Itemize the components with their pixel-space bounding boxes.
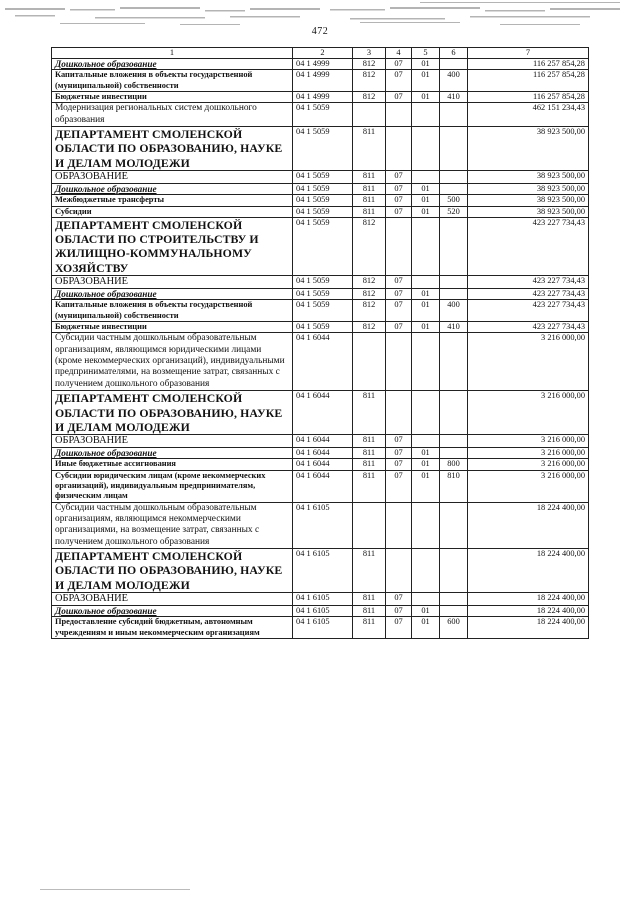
table-row [52,218,589,276]
section-code-cell [386,103,412,127]
department-code-cell [353,103,386,127]
column-header: 6 [440,48,468,59]
expense-type-cell: 520 [440,206,468,217]
target-code-cell: 04 1 6105 [293,592,353,605]
row-name-cell: Капитальные вложения в объекты государственной (муниципальной) собственности [52,300,293,322]
department-code-cell: 812 [353,59,386,70]
department-code-cell: 811 [353,459,386,470]
section-code-cell: 07 [386,275,412,288]
row-name-cell: Модернизация региональных систем дошкольного образования [52,103,293,127]
target-code-cell: 04 1 6044 [293,459,353,470]
section-code-cell: 07 [386,206,412,217]
section-code-cell: 07 [386,70,412,92]
table-row [52,92,589,103]
expense-type-cell [440,275,468,288]
section-code-cell: 07 [386,92,412,103]
table-row [52,206,589,217]
target-code-cell: 04 1 4999 [293,92,353,103]
table-row [52,275,589,288]
row-name-cell: Субсидии частным дошкольным образовательным организациям, являющимся юридическими лицами (кроме некоммерческих организаций), индивидуальными предпринимателями, на возмещение затрат, связанных с получением дошкольного образования [52,333,293,391]
table-row [52,502,589,549]
table-row [52,59,589,70]
table-row [52,447,589,458]
table-row [52,592,589,605]
row-name-cell: ОБРАЗОВАНИЕ [52,275,293,288]
subsection-code-cell [412,391,440,435]
amount-cell: 3 216 000,00 [468,459,589,470]
section-code-cell: 07 [386,459,412,470]
subsection-code-cell: 01 [412,288,440,299]
amount-cell: 423 227 734,43 [468,218,589,276]
row-name-cell: Дошкольное образование [52,183,293,194]
expense-type-cell [440,333,468,391]
subsection-code-cell [412,127,440,171]
target-code-cell: 04 1 5059 [293,288,353,299]
subsection-code-cell [412,218,440,276]
target-code-cell: 04 1 4999 [293,59,353,70]
expense-type-cell [440,434,468,447]
department-code-cell [353,502,386,549]
expense-type-cell [440,218,468,276]
expense-type-cell: 500 [440,195,468,206]
expense-type-cell [440,502,468,549]
expense-type-cell [440,127,468,171]
section-code-cell: 07 [386,59,412,70]
table-row [52,470,589,502]
target-code-cell: 04 1 6044 [293,333,353,391]
amount-cell: 116 257 854,28 [468,59,589,70]
target-code-cell: 04 1 5059 [293,218,353,276]
section-code-cell [386,218,412,276]
row-name-cell: Дошкольное образование [52,59,293,70]
target-code-cell: 04 1 4999 [293,70,353,92]
table-row [52,300,589,322]
department-code-cell: 811 [353,605,386,616]
target-code-cell: 04 1 6044 [293,391,353,435]
table-row [52,195,589,206]
column-header: 4 [386,48,412,59]
target-code-cell: 04 1 6105 [293,617,353,639]
table-row [52,70,589,92]
subsection-code-cell: 01 [412,183,440,194]
subsection-code-cell: 01 [412,459,440,470]
amount-cell: 116 257 854,28 [468,70,589,92]
table-row [52,333,589,391]
department-code-cell: 811 [353,434,386,447]
section-code-cell [386,502,412,549]
target-code-cell: 04 1 5059 [293,170,353,183]
target-code-cell: 04 1 6044 [293,434,353,447]
subsection-code-cell: 01 [412,321,440,332]
expense-type-cell: 810 [440,470,468,502]
expense-type-cell: 410 [440,321,468,332]
row-name-cell: ОБРАЗОВАНИЕ [52,592,293,605]
expense-type-cell [440,592,468,605]
subsection-code-cell: 01 [412,59,440,70]
amount-cell: 423 227 734,43 [468,288,589,299]
table-row [52,605,589,616]
subsection-code-cell [412,592,440,605]
subsection-code-cell [412,170,440,183]
subsection-code-cell: 01 [412,300,440,322]
subsection-code-cell [412,275,440,288]
amount-cell: 3 216 000,00 [468,333,589,391]
department-code-cell: 811 [353,391,386,435]
section-code-cell [386,333,412,391]
expense-type-cell [440,183,468,194]
row-name-cell: Бюджетные инвестиции [52,321,293,332]
expense-type-cell [440,391,468,435]
amount-cell: 38 923 500,00 [468,195,589,206]
subsection-code-cell [412,549,440,593]
target-code-cell: 04 1 6105 [293,502,353,549]
department-code-cell: 812 [353,70,386,92]
department-code-cell: 811 [353,195,386,206]
expense-type-cell [440,288,468,299]
table-row [52,170,589,183]
subsection-code-cell [412,103,440,127]
row-name-cell: ОБРАЗОВАНИЕ [52,434,293,447]
subsection-code-cell [412,333,440,391]
amount-cell: 3 216 000,00 [468,447,589,458]
section-code-cell: 07 [386,592,412,605]
expense-type-cell: 400 [440,70,468,92]
column-header: 3 [353,48,386,59]
section-code-cell: 07 [386,183,412,194]
amount-cell: 462 151 234,43 [468,103,589,127]
amount-cell: 18 224 400,00 [468,605,589,616]
section-code-cell: 07 [386,470,412,502]
table-row [52,183,589,194]
expense-type-cell: 600 [440,617,468,639]
expense-type-cell [440,103,468,127]
department-code-cell: 811 [353,127,386,171]
amount-cell: 423 227 734,43 [468,275,589,288]
amount-cell: 3 216 000,00 [468,470,589,502]
table-row [52,391,589,435]
target-code-cell: 04 1 5059 [293,206,353,217]
subsection-code-cell: 01 [412,195,440,206]
table-row [52,549,589,593]
target-code-cell: 04 1 5059 [293,183,353,194]
row-name-cell: Дошкольное образование [52,288,293,299]
expense-type-cell [440,549,468,593]
row-name-cell: Дошкольное образование [52,605,293,616]
section-code-cell: 07 [386,170,412,183]
section-code-cell: 07 [386,321,412,332]
section-code-cell: 07 [386,605,412,616]
department-code-cell [353,333,386,391]
column-header: 2 [293,48,353,59]
table-row [52,617,589,639]
target-code-cell: 04 1 5059 [293,275,353,288]
section-code-cell [386,549,412,593]
table-row [52,434,589,447]
department-code-cell: 811 [353,549,386,593]
table-row [52,321,589,332]
amount-cell: 18 224 400,00 [468,617,589,639]
row-name-cell: ДЕПАРТАМЕНТ СМОЛЕНСКОЙ ОБЛАСТИ ПО ОБРАЗОВАНИЮ, НАУКЕ И ДЕЛАМ МОЛОДЕЖИ [52,549,293,593]
row-name-cell: Межбюджетные трансферты [52,195,293,206]
target-code-cell: 04 1 6105 [293,605,353,616]
department-code-cell: 812 [353,321,386,332]
target-code-cell: 04 1 6105 [293,549,353,593]
expense-type-cell [440,605,468,616]
row-name-cell: Субсидии юридическим лицам (кроме некоммерческих организаций), индивидуальным предпринимателям, физическим лицам [52,470,293,502]
amount-cell: 18 224 400,00 [468,502,589,549]
footer-rule [40,889,190,890]
section-code-cell [386,127,412,171]
page-number: 472 [311,26,329,37]
department-code-cell: 811 [353,183,386,194]
column-header: 1 [52,48,293,59]
department-code-cell: 812 [353,218,386,276]
department-code-cell: 811 [353,447,386,458]
target-code-cell: 04 1 5059 [293,103,353,127]
subsection-code-cell: 01 [412,92,440,103]
row-name-cell: Субсидии частным дошкольным образовательным организациям, являющимся некоммерческими организациями, на возмещение затрат, связанных с получением дошкольного образования [52,502,293,549]
department-code-cell: 812 [353,275,386,288]
department-code-cell: 811 [353,470,386,502]
expense-type-cell: 800 [440,459,468,470]
department-code-cell: 811 [353,206,386,217]
amount-cell: 38 923 500,00 [468,206,589,217]
expense-type-cell: 410 [440,92,468,103]
section-code-cell: 07 [386,617,412,639]
amount-cell: 423 227 734,43 [468,321,589,332]
amount-cell: 18 224 400,00 [468,592,589,605]
expense-type-cell [440,447,468,458]
section-code-cell: 07 [386,434,412,447]
subsection-code-cell: 01 [412,617,440,639]
department-code-cell: 811 [353,170,386,183]
row-name-cell: Субсидии [52,206,293,217]
row-name-cell: ОБРАЗОВАНИЕ [52,170,293,183]
target-code-cell: 04 1 5059 [293,300,353,322]
amount-cell: 3 216 000,00 [468,391,589,435]
department-code-cell: 812 [353,92,386,103]
row-name-cell: Бюджетные инвестиции [52,92,293,103]
amount-cell: 38 923 500,00 [468,183,589,194]
budget-table [51,47,589,639]
section-code-cell: 07 [386,447,412,458]
expense-type-cell [440,170,468,183]
column-number-row [52,48,589,59]
row-name-cell: ДЕПАРТАМЕНТ СМОЛЕНСКОЙ ОБЛАСТИ ПО ОБРАЗОВАНИЮ, НАУКЕ И ДЕЛАМ МОЛОДЕЖИ [52,391,293,435]
subsection-code-cell: 01 [412,605,440,616]
amount-cell: 423 227 734,43 [468,300,589,322]
target-code-cell: 04 1 6044 [293,447,353,458]
department-code-cell: 812 [353,300,386,322]
amount-cell: 38 923 500,00 [468,170,589,183]
row-name-cell: Предоставление субсидий бюджетным, автономным учреждениям и иным некоммерческим организациям [52,617,293,639]
column-header: 5 [412,48,440,59]
department-code-cell: 811 [353,592,386,605]
section-code-cell: 07 [386,300,412,322]
amount-cell: 116 257 854,28 [468,92,589,103]
target-code-cell: 04 1 5059 [293,321,353,332]
row-name-cell: ДЕПАРТАМЕНТ СМОЛЕНСКОЙ ОБЛАСТИ ПО СТРОИТЕЛЬСТВУ И ЖИЛИЩНО-КОММУНАЛЬНОМУ ХОЗЯЙСТВУ [52,218,293,276]
target-code-cell: 04 1 5059 [293,127,353,171]
section-code-cell: 07 [386,288,412,299]
subsection-code-cell: 01 [412,206,440,217]
column-header: 7 [468,48,589,59]
amount-cell: 38 923 500,00 [468,127,589,171]
row-name-cell: Капитальные вложения в объекты государственной (муниципальной) собственности [52,70,293,92]
amount-cell: 3 216 000,00 [468,434,589,447]
table-row [52,288,589,299]
section-code-cell [386,391,412,435]
department-code-cell: 811 [353,617,386,639]
subsection-code-cell: 01 [412,470,440,502]
subsection-code-cell: 01 [412,70,440,92]
table-row [52,103,589,127]
table-row [52,127,589,171]
expense-type-cell: 400 [440,300,468,322]
row-name-cell: Дошкольное образование [52,447,293,458]
subsection-code-cell: 01 [412,447,440,458]
table-row [52,459,589,470]
subsection-code-cell [412,434,440,447]
section-code-cell: 07 [386,195,412,206]
target-code-cell: 04 1 5059 [293,195,353,206]
row-name-cell: Иные бюджетные ассигнования [52,459,293,470]
department-code-cell: 812 [353,288,386,299]
row-name-cell: ДЕПАРТАМЕНТ СМОЛЕНСКОЙ ОБЛАСТИ ПО ОБРАЗОВАНИЮ, НАУКЕ И ДЕЛАМ МОЛОДЕЖИ [52,127,293,171]
subsection-code-cell [412,502,440,549]
target-code-cell: 04 1 6044 [293,470,353,502]
expense-type-cell [440,59,468,70]
amount-cell: 18 224 400,00 [468,549,589,593]
